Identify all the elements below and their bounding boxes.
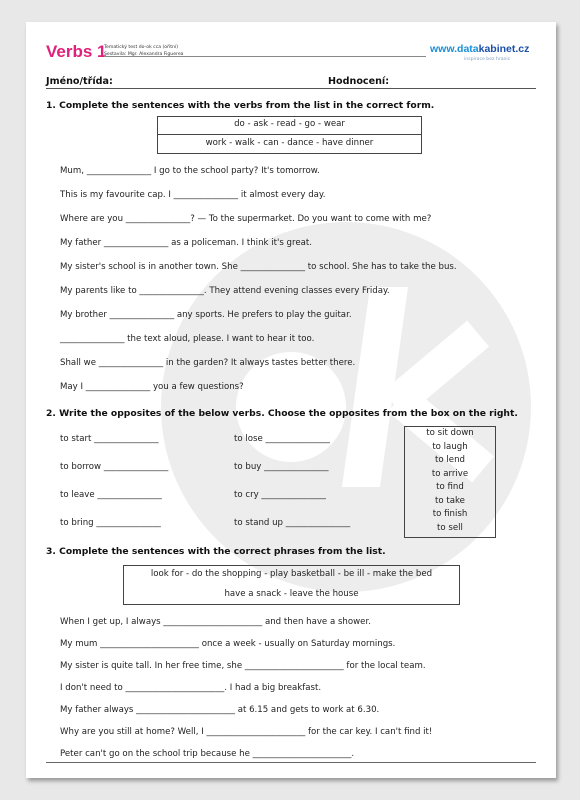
opposite-option: to finish xyxy=(432,509,468,519)
name-class-label: Jméno/třída: xyxy=(46,76,113,87)
ex3-sentence[interactable]: My mum _______________________ once a week - usually on Saturday mornings. xyxy=(60,639,396,649)
ex1-sentence[interactable]: Mum, _______________ I go to the school party? It's tomorrow. xyxy=(60,166,320,176)
exercise-1-instruction: 1. Complete the sentences with the verbs from the list in the correct form. xyxy=(46,100,435,111)
subtitle-line-2: Sestavila: Mgr. Alexandra Figuerea xyxy=(104,52,184,57)
fields-underline xyxy=(46,88,536,89)
ex3-sentence[interactable]: Why are you still at home? Well, I _______________________ for the car key. I can't find it! xyxy=(60,727,433,737)
worksheet-title: Verbs 1 xyxy=(46,42,107,61)
opposite-option: to take xyxy=(435,495,465,506)
ex1-sentence[interactable]: My parents like to _______________. They attend evening classes every Friday. xyxy=(60,286,390,296)
ex1-sentence[interactable]: My brother _______________ any sports. He prefers to play the guitar. xyxy=(60,310,352,320)
opposite-option: to find xyxy=(436,482,464,492)
ex3-sentence[interactable]: My sister is quite tall. In her free time, she _______________________ for the local team. xyxy=(60,661,426,671)
ex1-sentence[interactable]: _______________ the text aloud, please. I want to hear it too. xyxy=(60,334,315,344)
site-logo-part-a: www.data xyxy=(430,43,479,55)
site-logo-part-b: kabinet.cz xyxy=(478,43,530,55)
site-logo[interactable] xyxy=(430,43,529,55)
opposite-option: to sit down xyxy=(426,428,474,438)
opposite-option: to arrive xyxy=(431,468,469,479)
opposite-option: to laugh xyxy=(432,441,468,452)
ex1-sentence[interactable]: Where are you _______________? — To the supermarket. Do you want to come with me? xyxy=(60,214,432,224)
exercise-3-phrase-box xyxy=(123,565,460,605)
word-box-line-2: work - walk - can - dance - have dinner xyxy=(205,138,374,148)
exercise-1-word-box xyxy=(157,116,422,154)
ex2-verb-item[interactable]: to leave _______________ xyxy=(60,490,162,500)
ex1-sentence[interactable]: Shall we _______________ in the garden? It always tastes better there. xyxy=(60,358,356,368)
site-slogan: inspirace bez hranic xyxy=(464,57,511,62)
subtitle-line-1: Tematický test do-ok cca (ořitní) xyxy=(104,45,179,50)
word-box-divider xyxy=(158,134,421,135)
ex2-verb-item[interactable]: to buy _______________ xyxy=(234,462,329,472)
ex2-verb-item[interactable]: to stand up _______________ xyxy=(234,518,351,528)
ex3-sentence[interactable]: I don't need to _______________________. I had a big breakfast. xyxy=(60,683,322,693)
exercise-2-instruction: 2. Write the opposites of the below verbs. Choose the opposites from the box on the right. xyxy=(46,408,518,419)
ex2-verb-item[interactable]: to bring _______________ xyxy=(60,518,161,528)
worksheet-page xyxy=(26,22,556,778)
ex3-sentence[interactable]: My father always _______________________ at 6.15 and gets to work at 6.30. xyxy=(60,705,380,715)
ex2-verb-item[interactable]: to lose _______________ xyxy=(234,434,330,444)
ex3-sentence[interactable]: When I get up, I always _______________________ and then have a shower. xyxy=(60,617,371,627)
opposites-box xyxy=(404,426,496,538)
opposite-option: to sell xyxy=(437,522,463,533)
footer-divider xyxy=(46,762,536,763)
exercise-3-instruction: 3. Complete the sentences with the correct phrases from the list. xyxy=(46,546,386,557)
opposite-option: to lend xyxy=(435,455,465,465)
ex1-sentence[interactable]: May I _______________ you a few questions? xyxy=(60,382,244,392)
header-divider xyxy=(104,56,426,57)
word-box-line-1: do - ask - read - go - wear xyxy=(234,119,345,129)
score-label: Hodnocení: xyxy=(328,76,390,87)
ex2-verb-item[interactable]: to cry _______________ xyxy=(234,490,326,500)
phrase-box-line-1: look for - do the shopping - play basketball - be ill - make the bed xyxy=(150,569,433,579)
ex2-verb-item[interactable]: to borrow _______________ xyxy=(60,462,169,472)
ex3-sentence[interactable]: Peter can't go on the school trip because he _______________________. xyxy=(60,749,355,759)
ex1-sentence[interactable]: My father _______________ as a policeman. I think it's great. xyxy=(60,238,313,248)
ex2-verb-item[interactable]: to start _______________ xyxy=(60,434,159,444)
ex1-sentence[interactable]: My sister's school is in another town. She _______________ to school. She has to take the bus. xyxy=(60,262,457,272)
ex1-sentence[interactable]: This is my favourite cap. I _______________ it almost every day. xyxy=(60,190,326,200)
phrase-box-line-2: have a snack - leave the house xyxy=(224,589,359,599)
